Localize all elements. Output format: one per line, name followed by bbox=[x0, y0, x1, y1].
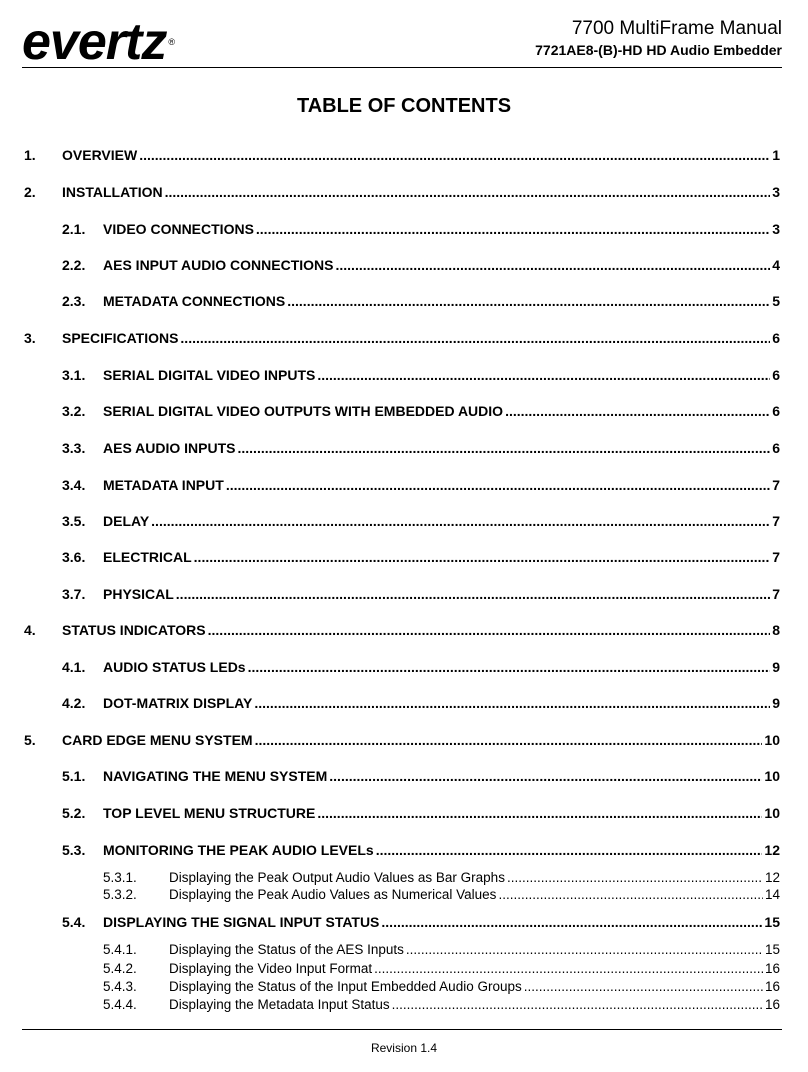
toc-entry[interactable] bbox=[62, 914, 780, 930]
toc-leader bbox=[392, 997, 763, 1012]
toc-label: Displaying the Peak Audio Values as Numerical Values bbox=[169, 887, 497, 902]
toc-entry[interactable] bbox=[62, 293, 780, 309]
toc-number: 3.3. bbox=[62, 440, 86, 456]
toc-label: PHYSICAL bbox=[103, 586, 174, 602]
toc-entry[interactable] bbox=[62, 805, 780, 821]
toc-entry[interactable] bbox=[24, 732, 780, 748]
toc-entry[interactable] bbox=[62, 221, 780, 237]
toc-leader bbox=[505, 403, 770, 419]
toc-page: 6 bbox=[772, 330, 780, 346]
manual-title: 7700 MultiFrame Manual bbox=[571, 18, 782, 39]
toc-leader bbox=[329, 768, 762, 784]
toc-page: 16 bbox=[764, 979, 780, 994]
toc-entry[interactable] bbox=[62, 257, 780, 273]
toc-label: Displaying the Status of the AES Inputs bbox=[169, 942, 404, 957]
toc-page: 7 bbox=[772, 513, 780, 529]
toc-number: 5.3.1. bbox=[103, 870, 137, 885]
manual-subtitle: 7721AE8-(B)-HD HD Audio Embedder bbox=[535, 42, 782, 58]
toc-page: 8 bbox=[772, 622, 780, 638]
toc-number: 5.4.1. bbox=[103, 942, 137, 957]
toc-leader bbox=[139, 147, 770, 163]
toc-leader bbox=[287, 293, 770, 309]
toc-entry[interactable] bbox=[62, 768, 780, 784]
toc-leader bbox=[374, 961, 763, 976]
toc-leader bbox=[248, 659, 771, 675]
toc-entry[interactable] bbox=[103, 997, 780, 1012]
toc-label: OVERVIEW bbox=[62, 147, 138, 163]
toc-label: STATUS INDICATORS bbox=[62, 622, 206, 638]
toc-label: AES AUDIO INPUTS bbox=[103, 440, 236, 456]
toc-number: 2.3. bbox=[62, 293, 86, 309]
toc-entry[interactable] bbox=[62, 477, 780, 493]
toc-page: 4 bbox=[772, 257, 780, 273]
toc-page: 6 bbox=[772, 440, 780, 456]
toc-number: 5. bbox=[24, 732, 36, 748]
toc-leader bbox=[381, 914, 762, 930]
toc-entry[interactable] bbox=[103, 961, 780, 976]
toc-entry[interactable] bbox=[62, 513, 780, 529]
toc-label: MONITORING THE PEAK AUDIO LEVELs bbox=[103, 842, 374, 858]
toc-entry[interactable] bbox=[62, 367, 780, 383]
toc-label: SERIAL DIGITAL VIDEO OUTPUTS WITH EMBEDDED AUDIO bbox=[103, 403, 504, 419]
toc-label: DELAY bbox=[103, 513, 150, 529]
toc-number: 2. bbox=[24, 184, 36, 200]
toc-entry[interactable] bbox=[62, 549, 780, 565]
toc-page: 10 bbox=[764, 768, 780, 784]
toc-label: CARD EDGE MENU SYSTEM bbox=[62, 732, 253, 748]
toc-entry[interactable] bbox=[24, 330, 780, 346]
toc-entry[interactable] bbox=[62, 842, 780, 858]
toc-page: 10 bbox=[764, 732, 780, 748]
toc-label: ELECTRICAL bbox=[103, 549, 192, 565]
toc-number: 4. bbox=[24, 622, 36, 638]
toc-entry[interactable] bbox=[103, 942, 780, 957]
toc-label: AES INPUT AUDIO CONNECTIONS bbox=[103, 257, 334, 273]
toc-leader bbox=[176, 586, 770, 602]
toc-page: 5 bbox=[772, 293, 780, 309]
toc-number: 5.3. bbox=[62, 842, 86, 858]
toc-entry[interactable] bbox=[62, 659, 780, 675]
toc-entry[interactable] bbox=[62, 586, 780, 602]
toc-label: AUDIO STATUS LEDs bbox=[103, 659, 246, 675]
toc-label: Displaying the Status of the Input Embedded Audio Groups bbox=[169, 979, 522, 994]
toc-label: SERIAL DIGITAL VIDEO INPUTS bbox=[103, 367, 316, 383]
toc-leader bbox=[151, 513, 770, 529]
toc-label: NAVIGATING THE MENU SYSTEM bbox=[103, 768, 328, 784]
toc-page: 15 bbox=[764, 942, 780, 957]
toc-number: 3.6. bbox=[62, 549, 86, 565]
toc-number: 5.2. bbox=[62, 805, 86, 821]
toc-number: 2.2. bbox=[62, 257, 86, 273]
toc-page: 12 bbox=[764, 842, 780, 858]
toc-label: METADATA CONNECTIONS bbox=[103, 293, 286, 309]
toc-leader bbox=[498, 887, 763, 902]
toc-label: Displaying the Metadata Input Status bbox=[169, 997, 390, 1012]
toc-page: 9 bbox=[772, 659, 780, 675]
toc-leader bbox=[317, 805, 762, 821]
toc-label: INSTALLATION bbox=[62, 184, 163, 200]
toc-label: VIDEO CONNECTIONS bbox=[103, 221, 254, 237]
toc-label: Displaying the Peak Output Audio Values as Bar Graphs bbox=[169, 870, 505, 885]
toc-leader bbox=[524, 979, 763, 994]
toc-number: 5.4.2. bbox=[103, 961, 137, 976]
toc-entry[interactable] bbox=[62, 440, 780, 456]
toc-number: 5.4.4. bbox=[103, 997, 137, 1012]
toc-leader bbox=[317, 367, 770, 383]
toc-page: 7 bbox=[772, 586, 780, 602]
toc-page: 12 bbox=[764, 870, 780, 885]
toc-leader bbox=[336, 257, 771, 273]
toc-entry[interactable] bbox=[24, 147, 780, 163]
toc-label: TOP LEVEL MENU STRUCTURE bbox=[103, 805, 316, 821]
toc-leader bbox=[180, 330, 770, 346]
toc-leader bbox=[507, 870, 763, 885]
toc-page: 9 bbox=[772, 695, 780, 711]
toc-page: 7 bbox=[772, 477, 780, 493]
toc-number: 5.1. bbox=[62, 768, 86, 784]
toc-entry[interactable] bbox=[103, 887, 780, 902]
evertz-logo: evertz ® bbox=[22, 13, 174, 71]
toc-number: 3.1. bbox=[62, 367, 86, 383]
toc-entry[interactable] bbox=[62, 403, 780, 419]
toc-leader bbox=[194, 549, 771, 565]
toc-page: 14 bbox=[764, 887, 780, 902]
toc-page: 16 bbox=[764, 961, 780, 976]
toc-number: 3.5. bbox=[62, 513, 86, 529]
header-rule bbox=[22, 67, 782, 68]
toc-page: 3 bbox=[772, 184, 780, 200]
toc-leader bbox=[238, 440, 771, 456]
toc-page: 16 bbox=[764, 997, 780, 1012]
toc-page: 3 bbox=[772, 221, 780, 237]
toc-title: TABLE OF CONTENTS bbox=[296, 95, 512, 117]
toc-page: 10 bbox=[764, 805, 780, 821]
toc-label: SPECIFICATIONS bbox=[62, 330, 179, 346]
footer-rule bbox=[22, 1029, 782, 1030]
toc-entry[interactable] bbox=[24, 622, 780, 638]
toc-leader bbox=[255, 732, 763, 748]
toc-page: 6 bbox=[772, 367, 780, 383]
toc-leader bbox=[165, 184, 771, 200]
toc-number: 4.2. bbox=[62, 695, 86, 711]
toc-leader bbox=[208, 622, 771, 638]
toc-page: 6 bbox=[772, 403, 780, 419]
toc-page: 1 bbox=[772, 147, 780, 163]
toc-label: METADATA INPUT bbox=[103, 477, 224, 493]
toc-number: 5.3.2. bbox=[103, 887, 137, 902]
toc-leader bbox=[226, 477, 770, 493]
toc-entry[interactable] bbox=[103, 870, 780, 885]
toc-number: 2.1. bbox=[62, 221, 86, 237]
toc-label: DOT-MATRIX DISPLAY bbox=[103, 695, 253, 711]
toc-number: 3.7. bbox=[62, 586, 86, 602]
toc-entry[interactable] bbox=[103, 979, 780, 994]
toc-leader bbox=[376, 842, 763, 858]
toc-page: 7 bbox=[772, 549, 780, 565]
toc-page: 15 bbox=[764, 914, 780, 930]
toc-number: 4.1. bbox=[62, 659, 86, 675]
toc-leader bbox=[254, 695, 770, 711]
toc-entry[interactable] bbox=[62, 695, 780, 711]
toc-leader bbox=[406, 942, 763, 957]
toc-number: 3.4. bbox=[62, 477, 86, 493]
toc-number: 5.4. bbox=[62, 914, 86, 930]
toc-number: 3.2. bbox=[62, 403, 86, 419]
toc-number: 5.4.3. bbox=[103, 979, 137, 994]
toc-number: 1. bbox=[24, 147, 36, 163]
revision-footer: Revision 1.4 bbox=[370, 1041, 438, 1055]
toc-leader bbox=[256, 221, 770, 237]
toc-number: 3. bbox=[24, 330, 36, 346]
toc-label: DISPLAYING THE SIGNAL INPUT STATUS bbox=[103, 914, 380, 930]
toc-label: Displaying the Video Input Format bbox=[169, 961, 373, 976]
toc-entry[interactable] bbox=[24, 184, 780, 200]
